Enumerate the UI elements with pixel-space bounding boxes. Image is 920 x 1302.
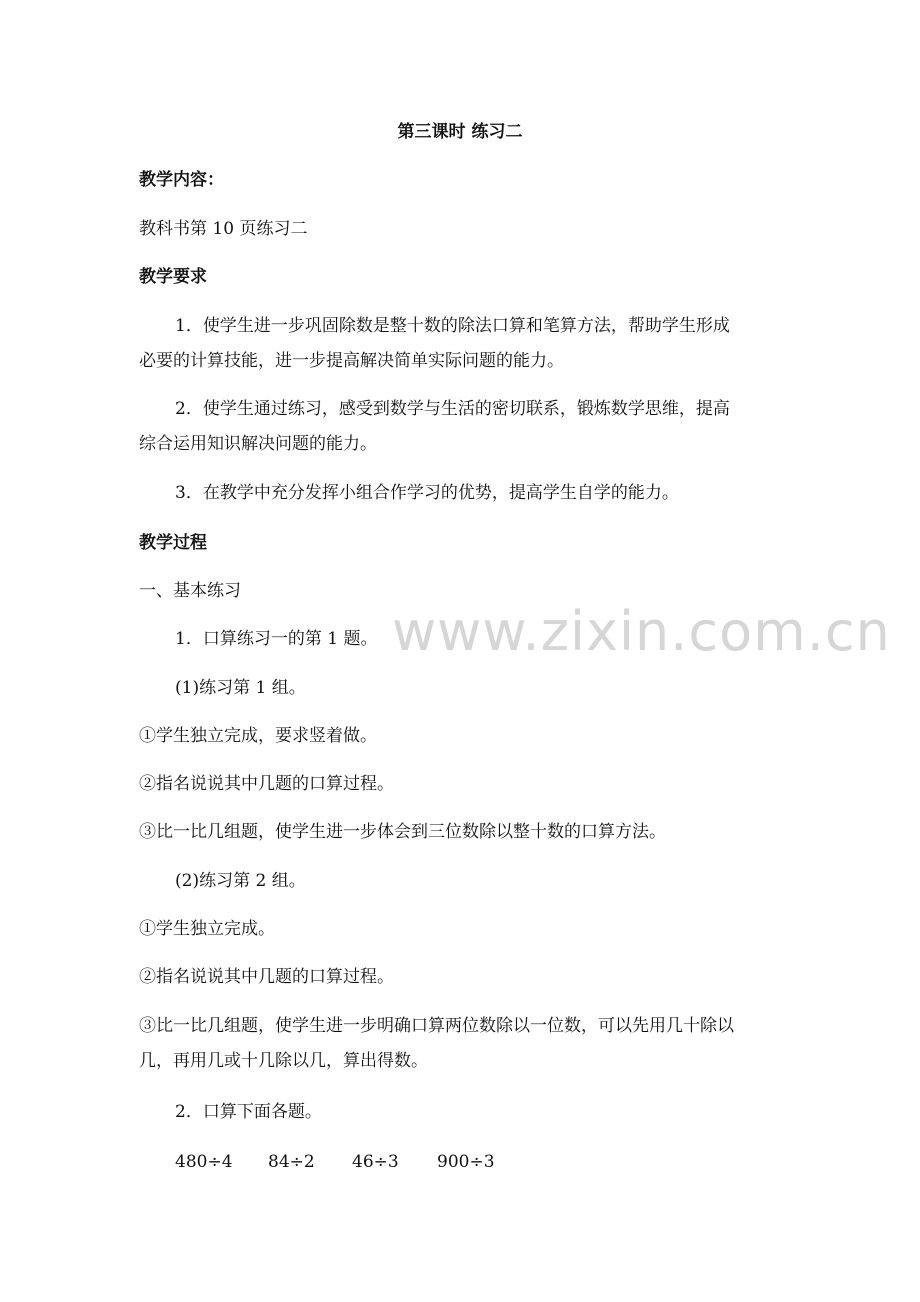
lesson-title: 第三课时 练习二 xyxy=(397,122,523,142)
group-2-step-1: ①学生独立完成。 xyxy=(139,919,275,939)
watermark: www.zixin.com.cn xyxy=(392,600,891,663)
requirement-1-line-2: 必要的计算技能，进一步提高解决简单实际问题的能力。 xyxy=(139,351,564,371)
requirement-2-line-1: 2．使学生通过练习，感受到数学与生活的密切联系，锻炼数学思维，提高 xyxy=(175,399,730,419)
requirement-1-line-1: 1．使学生进一步巩固除数是整十数的除法口算和笔算方法，帮助学生形成 xyxy=(175,316,730,336)
expression: 900÷3 xyxy=(437,1152,495,1172)
group-1-label: (1)练习第 1 组。 xyxy=(175,678,306,698)
section-basic-practice: 一、基本练习 xyxy=(139,581,241,601)
requirement-3: 3．在教学中充分发挥小组合作学习的优势，提高学生自学的能力。 xyxy=(175,483,679,503)
group-2-step-3-line-2: 几，再用几或十几除以几，算出得数。 xyxy=(139,1051,428,1071)
requirement-2-line-2: 综合运用知识解决问题的能力。 xyxy=(139,434,377,454)
expression: 46÷3 xyxy=(352,1152,399,1172)
expression-row xyxy=(0,1151,920,1173)
group-1-step-2: ②指名说说其中几题的口算过程。 xyxy=(139,774,394,794)
group-1-step-1: ①学生独立完成，要求竖着做。 xyxy=(139,726,377,746)
item-2: 2．口算下面各题。 xyxy=(175,1102,322,1122)
content-heading: 教学内容： xyxy=(139,170,224,190)
expression: 480÷4 xyxy=(175,1152,233,1172)
content-text: 教科书第 10 页练习二 xyxy=(139,219,308,239)
expression: 84÷2 xyxy=(268,1152,315,1172)
group-2-step-2: ②指名说说其中几题的口算过程。 xyxy=(139,967,394,987)
process-heading: 教学过程 xyxy=(139,533,207,553)
group-1-step-3: ③比一比几组题，使学生进一步体会到三位数除以整十数的口算方法。 xyxy=(139,822,666,842)
requirements-heading: 教学要求 xyxy=(139,267,207,287)
group-2-label: (2)练习第 2 组。 xyxy=(175,871,306,891)
item-1: 1．口算练习一的第 1 题。 xyxy=(175,629,378,649)
group-2-step-3-line-1: ③比一比几组题，使学生进一步明确口算两位数除以一位数，可以先用几十除以 xyxy=(139,1016,734,1036)
